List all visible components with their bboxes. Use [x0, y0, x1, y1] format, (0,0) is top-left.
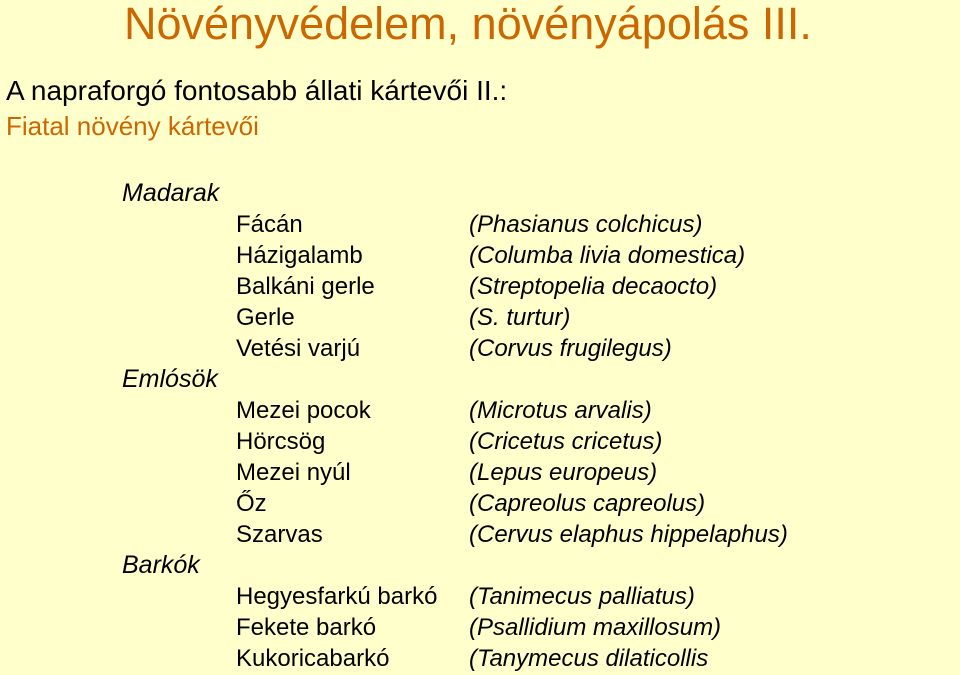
common-name: Őz	[236, 490, 267, 517]
common-name: Fekete barkó	[236, 614, 377, 641]
latin-name: (Microtus arvalis)	[469, 397, 652, 424]
list-item	[122, 209, 952, 240]
page-title: Növényvédelem, növényápolás III.	[124, 0, 812, 49]
list-item	[122, 395, 952, 426]
list-item	[122, 302, 952, 333]
common-name: Mezei pocok	[236, 397, 371, 424]
common-name: Hegyesfarkú barkó	[236, 583, 438, 610]
common-name: Kukoricabarkó	[236, 645, 390, 672]
latin-name: (Cervus elaphus hippelaphus)	[469, 521, 788, 548]
list-item	[122, 612, 952, 643]
list-item	[122, 240, 952, 271]
common-name: Fácán	[236, 211, 303, 238]
latin-name: (Psallidium maxillosum)	[469, 614, 722, 641]
page-subtitle: A napraforgó fontosabb állati kártevői II.:	[6, 75, 508, 106]
latin-name: (Phasianus colchicus)	[469, 211, 703, 238]
latin-name: (Capreolus capreolus)	[469, 490, 706, 517]
list-item	[122, 457, 952, 488]
latin-name: (Tanymecus dilaticollis	[469, 645, 709, 672]
group-name: Madarak	[122, 179, 220, 207]
latin-name: (Corvus frugilegus)	[469, 335, 672, 362]
list-item	[122, 519, 952, 550]
list-item	[122, 426, 952, 457]
group-name: Barkók	[122, 551, 200, 579]
group-name: Emlósök	[122, 365, 218, 393]
latin-name: (Streptopelia decaocto)	[469, 273, 718, 300]
pest-list	[122, 178, 952, 674]
list-item	[122, 488, 952, 519]
latin-name: (Tanimecus palliatus)	[469, 583, 695, 610]
section-heading: Fiatal növény kártevői	[6, 111, 259, 141]
list-item	[122, 581, 952, 612]
list-item	[122, 643, 952, 674]
list-item	[122, 271, 952, 302]
list-item	[122, 333, 952, 364]
group-mammals	[122, 364, 952, 550]
common-name: Szarvas	[236, 521, 323, 548]
group-birds	[122, 178, 952, 364]
latin-name: (Cricetus cricetus)	[469, 428, 663, 455]
common-name: Balkáni gerle	[236, 273, 375, 300]
latin-name: (S. turtur)	[469, 304, 571, 331]
latin-name: (Columba livia domestica)	[469, 242, 746, 269]
latin-name: (Lepus europeus)	[469, 459, 658, 486]
common-name: Gerle	[236, 304, 295, 331]
common-name: Hörcsög	[236, 428, 326, 455]
common-name: Házigalamb	[236, 242, 363, 269]
common-name: Mezei nyúl	[236, 459, 351, 486]
common-name: Vetési varjú	[236, 335, 361, 362]
group-weevils	[122, 550, 952, 674]
